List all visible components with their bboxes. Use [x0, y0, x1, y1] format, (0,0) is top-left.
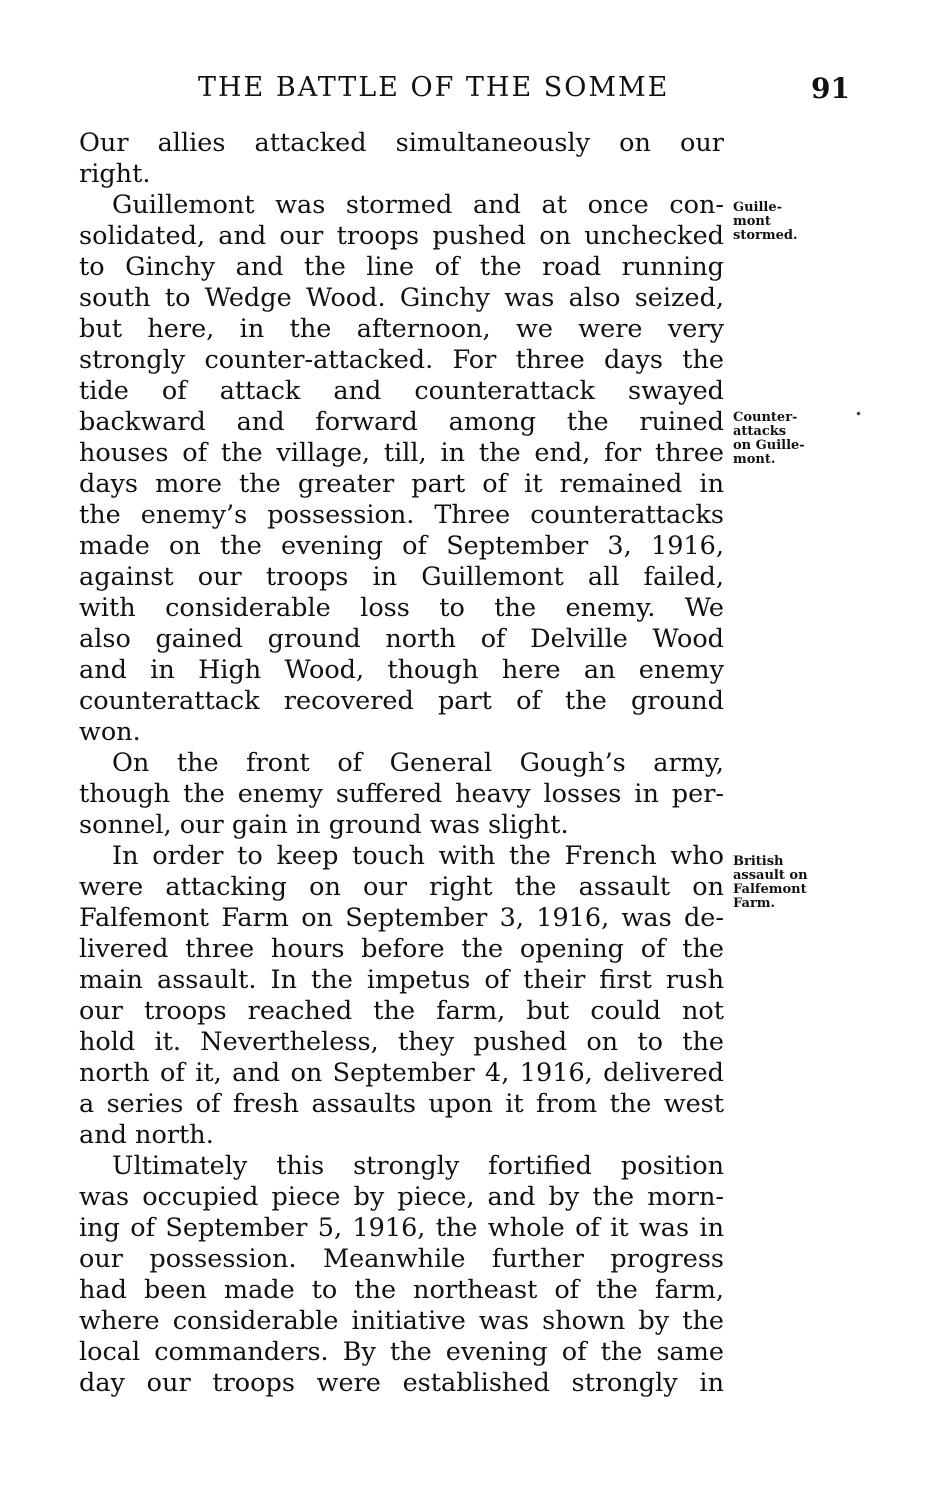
page-number: 91	[811, 72, 850, 105]
text-line: against our troops in Guillemont all failed,	[79, 562, 724, 592]
marginal-note-line: Farm.	[733, 896, 776, 911]
text-line: right.	[79, 159, 151, 189]
text-line: solidated, and our troops pushed on unchecked	[79, 221, 724, 251]
text-line: ing of September 5, 1916, the whole of it was in	[79, 1213, 724, 1243]
marginal-note-line: assault on	[733, 868, 808, 883]
text-line: Our allies attacked simultaneously on our	[79, 128, 724, 158]
text-line: hold it. Nevertheless, they pushed on to the	[79, 1027, 724, 1057]
body-text	[79, 128, 724, 1399]
text-line: day our troops were established strongly in	[79, 1368, 724, 1398]
text-line: made on the evening of September 3, 1916,	[79, 531, 724, 561]
text-line: south to Wedge Wood. Ginchy was also seized,	[79, 283, 724, 313]
text-line: houses of the village, till, in the end, for three	[79, 438, 724, 468]
marginal-note-line: Falfemont	[733, 882, 807, 897]
text-line: with considerable loss to the enemy. We	[79, 593, 724, 623]
text-line: where considerable initiative was shown by the	[79, 1306, 724, 1336]
text-line: Falfemont Farm on September 3, 1916, was de-	[79, 903, 724, 933]
text-line: livered three hours before the opening of the	[79, 934, 724, 964]
marginal-note-line: stormed.	[733, 228, 798, 243]
marginal-note-guillemont-stormed	[733, 201, 853, 243]
text-line: Guillemont was stormed and at once con-	[112, 190, 724, 220]
text-line: north of it, and on September 4, 1916, delivered	[79, 1058, 724, 1088]
text-line: and north.	[79, 1120, 214, 1150]
marginal-note-line: Guille-	[733, 200, 783, 215]
text-line: also gained ground north of Delville Wood	[79, 624, 724, 654]
text-line: won.	[79, 717, 141, 747]
text-line: was occupied piece by piece, and by the morn-	[79, 1182, 724, 1212]
text-line: though the enemy suffered heavy losses in per-	[79, 779, 724, 809]
text-line: and in High Wood, though here an enemy	[79, 655, 724, 685]
text-line: to Ginchy and the line of the road running	[79, 252, 724, 282]
marginal-note-counterattacks	[733, 411, 853, 467]
text-line: a series of fresh assaults upon it from the west	[79, 1089, 724, 1119]
text-line: counterattack recovered part of the ground	[79, 686, 724, 716]
marginal-note-line: on Guille-	[733, 438, 805, 453]
marginal-note-line: mont.	[733, 452, 776, 467]
text-line: strongly counter-attacked. For three days the	[79, 345, 724, 375]
text-line: had been made to the northeast of the farm,	[79, 1275, 724, 1305]
text-line: the enemy’s possession. Three counterattacks	[79, 500, 724, 530]
text-line: main assault. In the impetus of their first rush	[79, 965, 724, 995]
text-line: our troops reached the farm, but could not	[79, 996, 724, 1026]
text-line: On the front of General Gough’s army,	[112, 748, 724, 778]
marginal-note-line: British	[733, 854, 784, 869]
text-line: were attacking on our right the assault on	[79, 872, 724, 902]
text-line: In order to keep touch with the French who	[112, 841, 724, 871]
text-line: tide of attack and counterattack swayed	[79, 376, 724, 406]
running-title: THE BATTLE OF THE SOMME	[198, 72, 670, 103]
print-speck	[856, 411, 860, 415]
text-line: backward and forward among the ruined	[79, 407, 724, 437]
text-line: sonnel, our gain in ground was slight.	[79, 810, 569, 840]
marginal-note-line: attacks	[733, 424, 787, 439]
marginal-note-line: Counter-	[733, 410, 798, 425]
text-line: our possession. Meanwhile further progress	[79, 1244, 724, 1274]
text-line: days more the greater part of it remained in	[79, 469, 724, 499]
text-line: Ultimately this strongly fortified position	[112, 1151, 724, 1181]
text-line: but here, in the afternoon, we were very	[79, 314, 724, 344]
running-head	[0, 72, 950, 112]
text-line: local commanders. By the evening of the same	[79, 1337, 724, 1367]
marginal-note-falfemont-assault	[733, 855, 853, 911]
marginal-note-line: mont	[733, 214, 771, 229]
